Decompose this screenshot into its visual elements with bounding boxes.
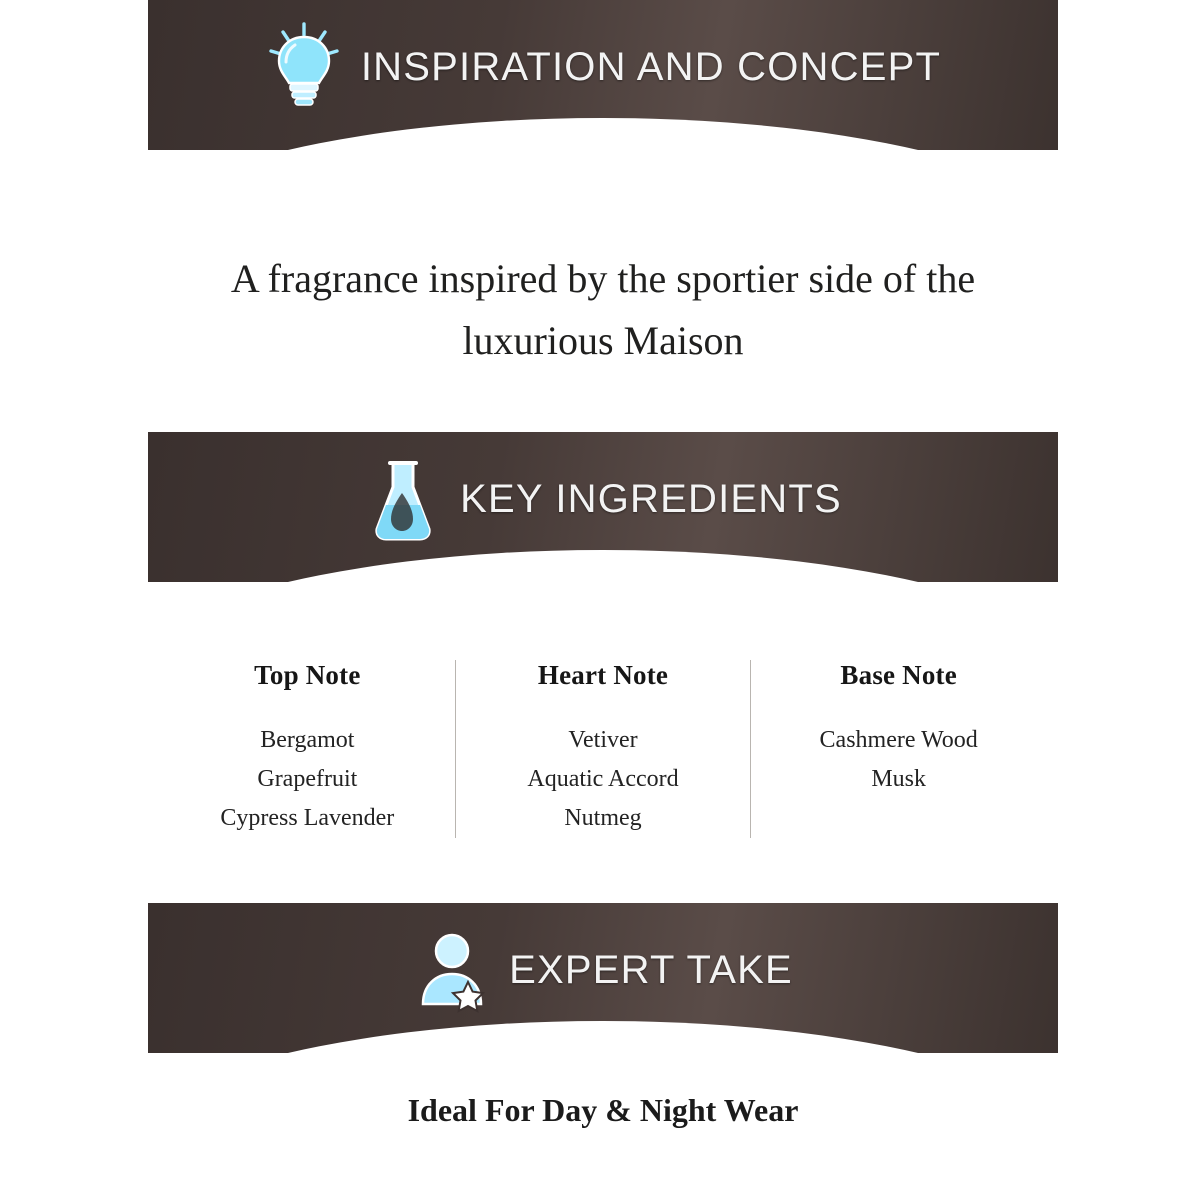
note-heading: Base Note [840, 660, 957, 690]
section-title-inspiration: INSPIRATION AND CONCEPT [360, 44, 942, 89]
section-banner-expert-take [148, 903, 1058, 1053]
section-title-expert-take: EXPERT TAKE [509, 947, 793, 992]
inspiration-body-text: A fragrance inspired by the sportier side of the luxurious Maison [230, 256, 976, 363]
note-column-heart [455, 660, 751, 838]
note-item: Grapefruit [257, 765, 358, 792]
lightbulb-icon [265, 21, 343, 113]
note-item: Musk [871, 765, 927, 792]
expert-person-star-icon [413, 924, 491, 1016]
note-item: Cashmere Wood [819, 727, 978, 753]
note-column-top [160, 660, 455, 838]
flask-icon [364, 453, 442, 545]
note-item: Aquatic Accord [527, 765, 679, 792]
expert-take-body-text: Ideal For Day & Night Wear [407, 1092, 799, 1128]
fragrance-notes-columns [160, 660, 1046, 838]
note-item: Vetiver [568, 727, 638, 753]
section-banner-key-ingredients [148, 432, 1058, 582]
note-column-base [750, 660, 1046, 838]
section-title-key-ingredients: KEY INGREDIENTS [460, 476, 842, 521]
note-item: Nutmeg [564, 804, 642, 831]
note-item: Cypress Lavender [220, 804, 395, 831]
section-banner-inspiration [148, 0, 1058, 150]
note-item: Bergamot [260, 727, 355, 753]
note-heading: Heart Note [537, 660, 669, 690]
note-heading: Top Note [254, 660, 361, 690]
